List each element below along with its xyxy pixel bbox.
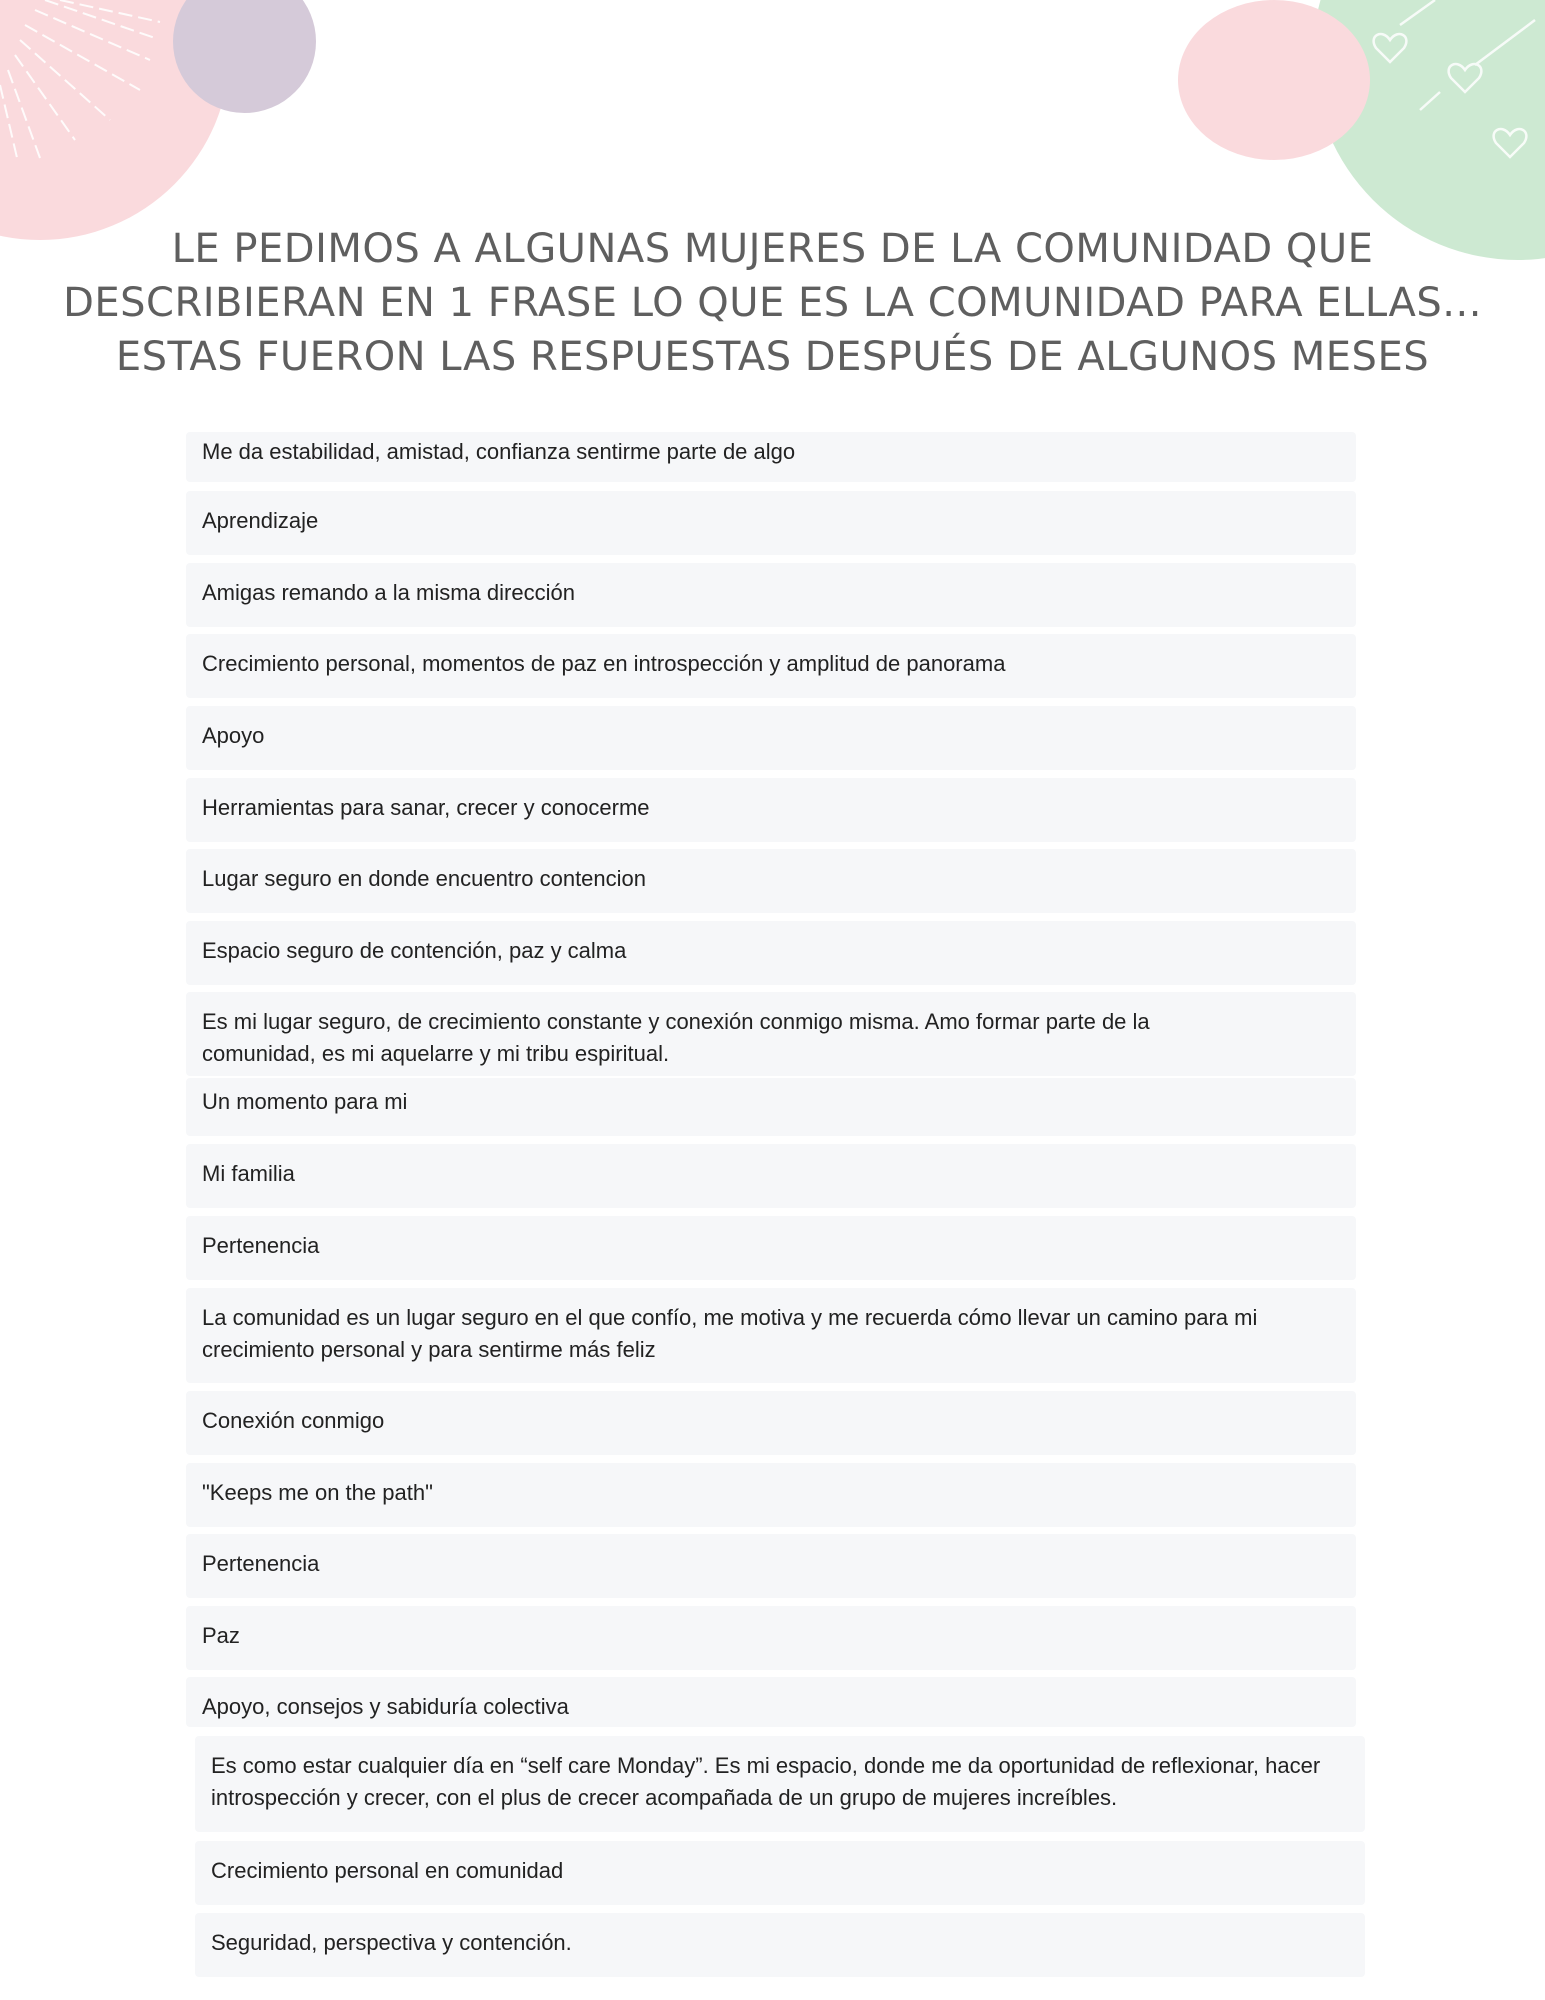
headline-line-3: ESTAS FUERON LAS RESPUESTAS DESPUÉS DE ALGUNOS MESES (115, 334, 1430, 380)
response-card: Pertenencia (186, 1534, 1356, 1598)
response-card: Lugar seguro en donde encuentro contencion (186, 849, 1356, 913)
response-card: Crecimiento personal en comunidad (195, 1841, 1365, 1905)
response-card: Amigas remando a la misma dirección (186, 563, 1356, 627)
response-card: "Keeps me on the path" (186, 1463, 1356, 1527)
response-card: Un momento para mi (186, 1078, 1356, 1136)
response-card: Herramientas para sanar, crecer y conocerme (186, 778, 1356, 842)
headline-line-1: LE PEDIMOS A ALGUNAS MUJERES DE LA COMUNIDAD QUE (171, 226, 1374, 272)
response-card: Aprendizaje (186, 491, 1356, 555)
response-card: Es como estar cualquier día en “self care Monday”. Es mi espacio, donde me da oportunidad de reflexionar, hacer introspección y crecer, con el plus de crecer acompañada de un grupo de mujeres increíbles. (195, 1736, 1365, 1832)
response-card: Conexión conmigo (186, 1391, 1356, 1455)
headline-line-2: DESCRIBIERAN EN 1 FRASE LO QUE ES LA COMUNIDAD PARA ELLAS... (63, 280, 1482, 326)
response-card: Apoyo (186, 706, 1356, 770)
response-card: Me da estabilidad, amistad, confianza sentirme parte de algo (186, 432, 1356, 482)
response-card: Espacio seguro de contención, paz y calma (186, 921, 1356, 985)
response-card: Apoyo, consejos y sabiduría colectiva (186, 1677, 1356, 1727)
response-card: Paz (186, 1606, 1356, 1670)
response-card: Es mi lugar seguro, de crecimiento constante y conexión conmigo misma. Amo formar parte de la comunidad, es mi aquelarre y mi tribu espiritual. (186, 992, 1356, 1076)
response-card: Seguridad, perspectiva y contención. (195, 1913, 1365, 1977)
response-card: La comunidad es un lugar seguro en el que confío, me motiva y me recuerda cómo llevar un camino para mi crecimiento personal y para sentirme más feliz (186, 1288, 1356, 1383)
response-card: Mi familia (186, 1144, 1356, 1208)
response-card: Crecimiento personal, momentos de paz en introspección y amplitud de panorama (186, 634, 1356, 698)
response-card: Pertenencia (186, 1216, 1356, 1280)
